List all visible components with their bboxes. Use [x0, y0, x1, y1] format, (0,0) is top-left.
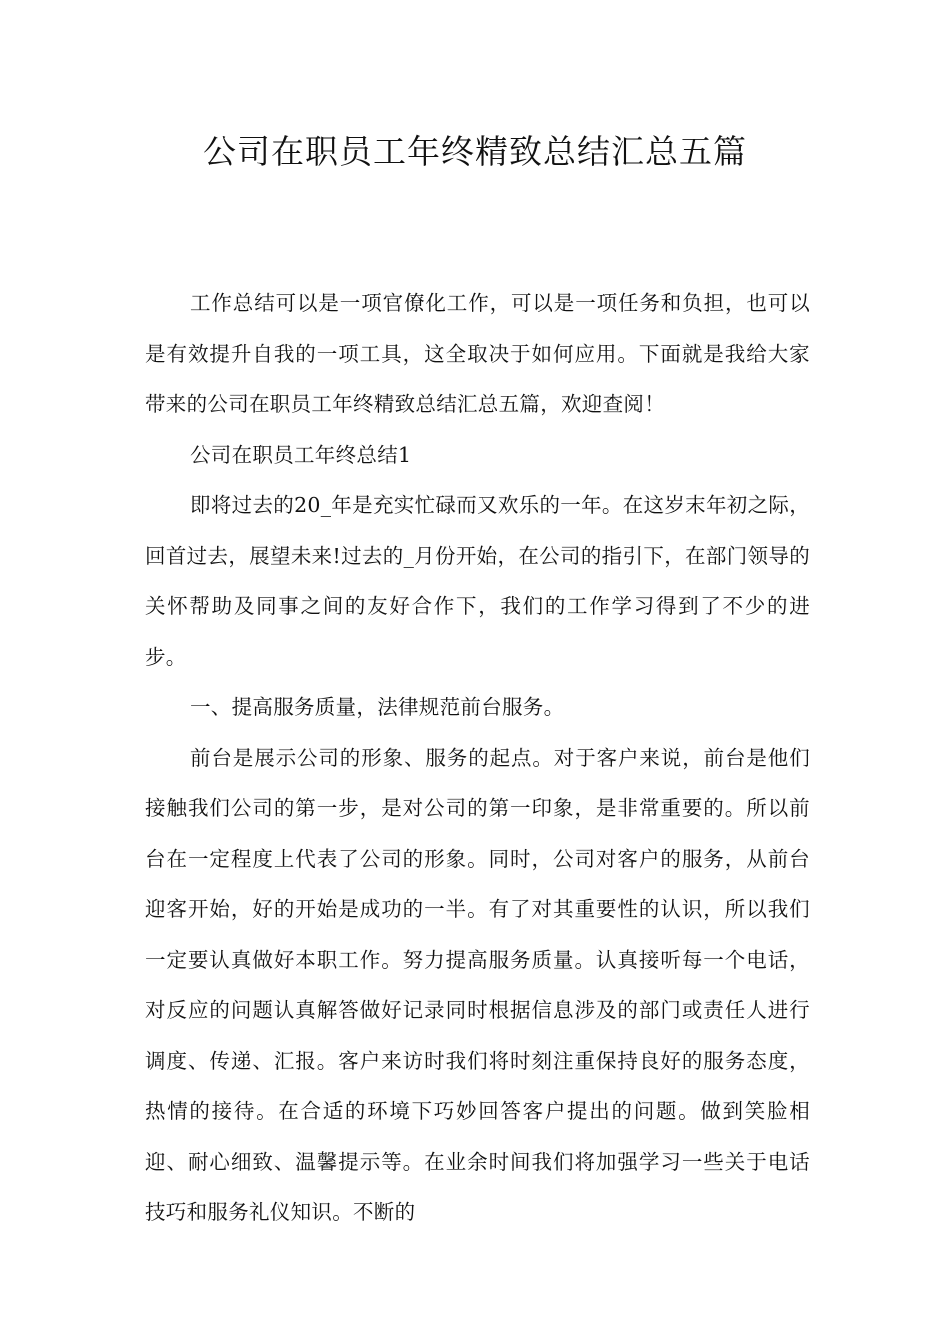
- document-body: [145, 278, 810, 1238]
- section-heading-summary-1: 公司在职员工年终总结1: [190, 442, 412, 467]
- intro-paragraph: 工作总结可以是一项官僚化工作，可以是一项任务和负担，也可以是有效提升自我的一项工具，这全取决于如何应用。下面就是我给大家带来的公司在职员工年终精致总结汇总五篇，欢迎查阅！: [145, 291, 810, 416]
- front-desk-paragraph: 前台是展示公司的形象、服务的起点。对于客户来说，前台是他们接触我们公司的第一步，是对公司的第一印象，是非常重要的。所以前台在一定程度上代表了公司的形象。同时，公司对客户的服务，从前台迎客开始，好的开始是成功的一半。有了对其重要性的认识，所以我们一定要认真做好本职工作。努力提高服务质量。认真接听每一个电话，对反应的问题认真解答做好记录同时根据信息涉及的部门或责任人进行调度、传递、汇报。客户来访时我们将时刻注重保持良好的服务态度，热情的接待。在合适的环境下巧妙回答客户提出的问题。做到笑脸相迎、耐心细致、温馨提示等。在业余时间我们将加强学习一些关于电话技巧和服务礼仪知识。不断的: [145, 745, 810, 1224]
- subsection-heading-service-quality: 一、提高服务质量，法律规范前台服务。: [190, 695, 565, 719]
- summary-1-opening-paragraph: 即将过去的20_年是充实忙碌而又欢乐的一年。在这岁末年初之际，回首过去，展望未来!过去的_月份开始，在公司的指引下，在部门领导的关怀帮助及同事之间的友好合作下，我们的工作学习得到了不少的进步。: [145, 493, 810, 669]
- document-title: 公司在职员工年终精致总结汇总五篇: [203, 132, 747, 171]
